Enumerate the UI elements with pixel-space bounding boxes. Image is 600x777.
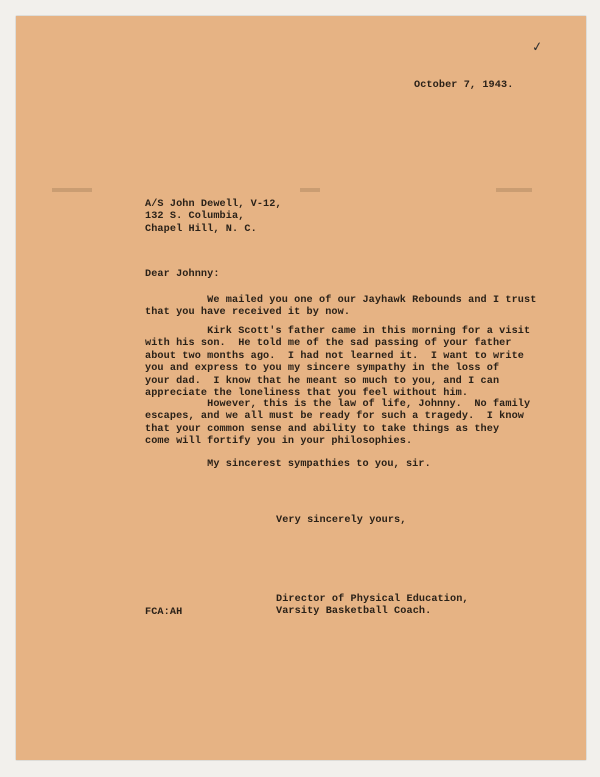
- paragraph-line: about two months ago. I had not learned it. I want to write: [145, 350, 525, 362]
- paragraph-4: [145, 459, 431, 471]
- paragraph-line: come will fortify you in your philosophies.: [145, 436, 413, 448]
- recipient-address: [145, 199, 282, 236]
- paragraph-line: your dad. I know that he meant so much to you, and I can: [145, 375, 500, 387]
- paragraph-line: that you have received it by now.: [145, 307, 351, 319]
- paragraph-line: appreciate the loneliness that you feel without him.: [145, 388, 469, 400]
- salutation: Dear Johnny:: [145, 269, 220, 280]
- address-line: A/S John Dewell, V-12,: [145, 199, 282, 210]
- paragraph-line: escapes, and we all must be ready for such a tragedy. I know: [145, 411, 525, 423]
- letter-date: October 7, 1943.: [414, 80, 514, 91]
- paragraph-2: [145, 326, 530, 400]
- closing: Very sincerely yours,: [276, 515, 407, 526]
- address-line: 132 S. Columbia,: [145, 211, 245, 223]
- paragraph-line: We mailed you one of our Jayhawk Rebounds and I trust: [145, 295, 537, 306]
- paragraph-line: However, this is the law of life, Johnny. No family: [145, 399, 531, 410]
- smudge-mark: [300, 188, 320, 192]
- paragraph-line: that your common sense and ability to take things as they: [145, 423, 500, 435]
- smudge-mark: [52, 188, 92, 192]
- paragraph-line: you and express to you my sincere sympathy in the loss of: [145, 363, 500, 375]
- paragraph-line: Kirk Scott's father came in this morning for a visit: [145, 326, 531, 337]
- smudge-mark: [496, 188, 532, 192]
- signature-line: Director of Physical Education,: [276, 594, 469, 605]
- paragraph-line: with his son. He told me of the sad passing of your father: [145, 338, 512, 350]
- address-line: Chapel Hill, N. C.: [145, 223, 257, 235]
- check-mark: ✓: [531, 39, 544, 56]
- paragraph-line: My sincerest sympathies to you, sir.: [145, 459, 431, 470]
- signature-line: Varsity Basketball Coach.: [276, 606, 432, 618]
- paragraph-1: [145, 295, 536, 320]
- typist-initials: FCA:AH: [145, 607, 183, 618]
- paragraph-3: [145, 399, 530, 449]
- signature-block: [276, 594, 469, 619]
